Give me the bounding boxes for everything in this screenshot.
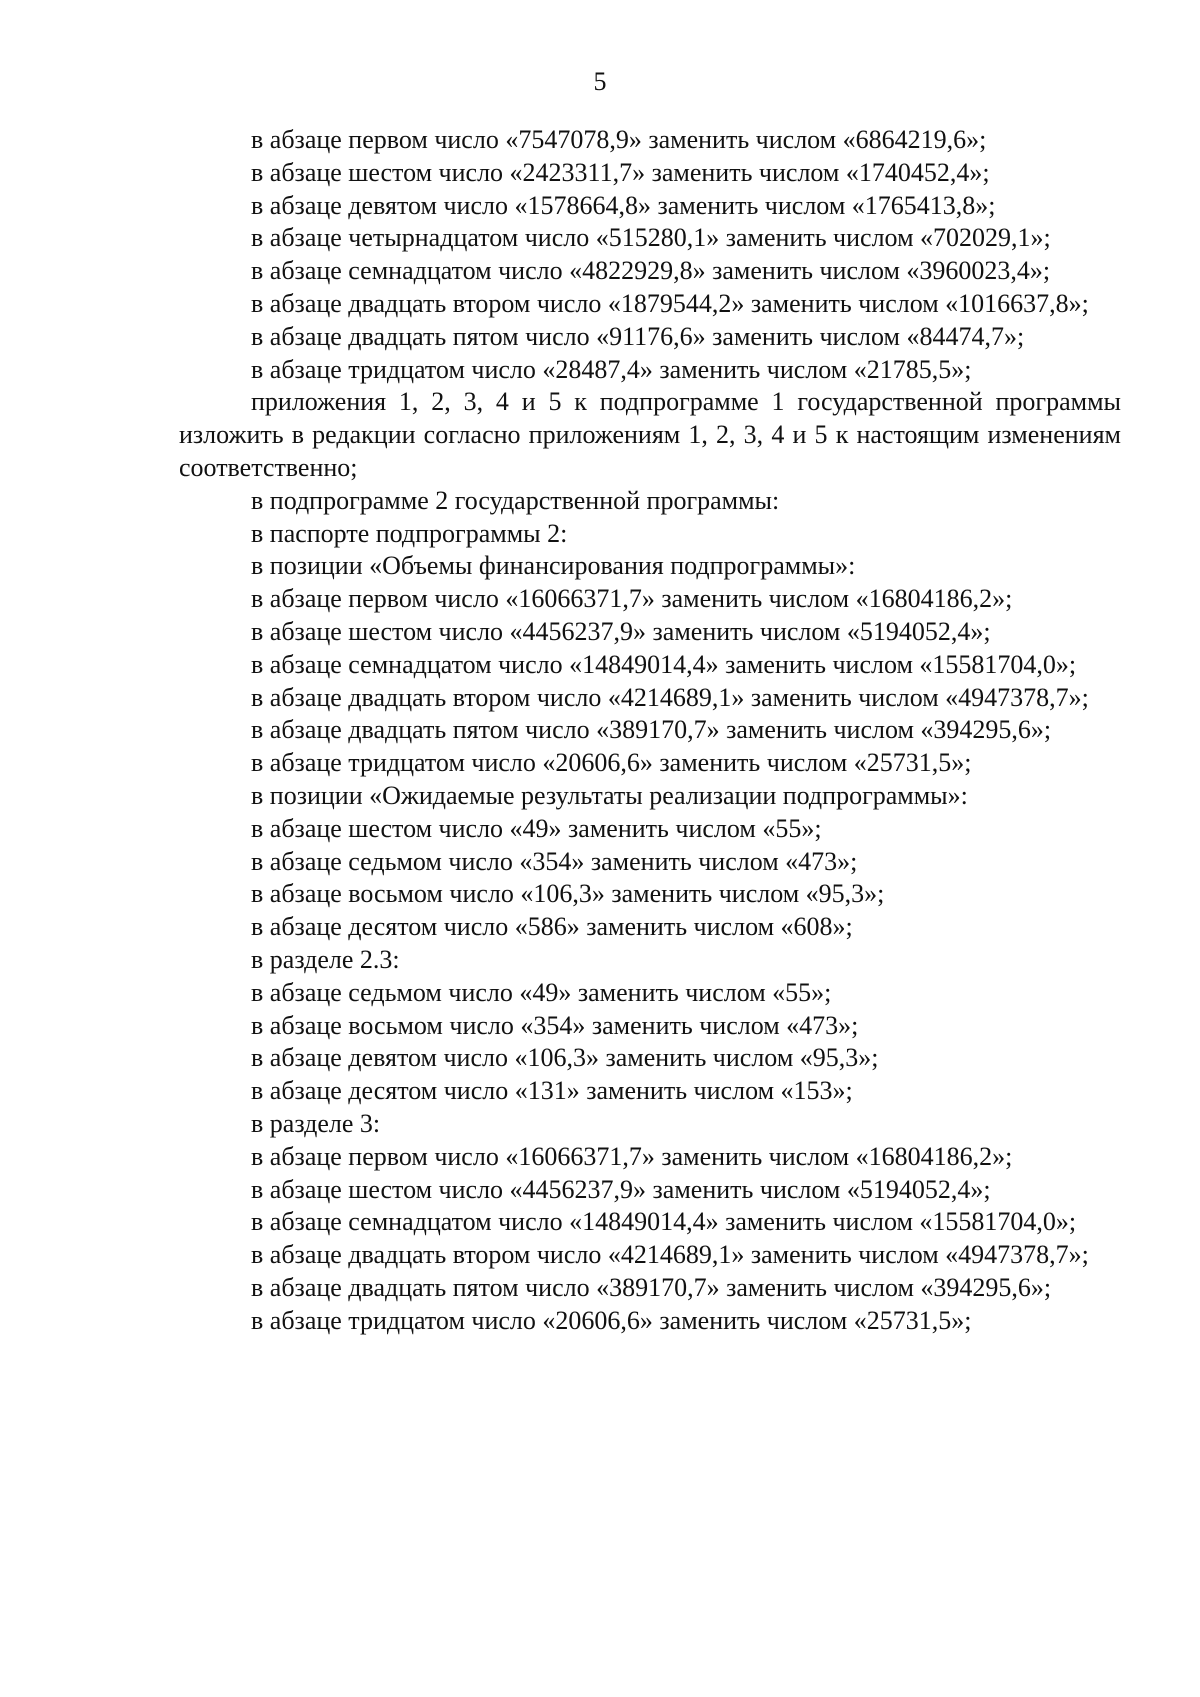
paragraph: в абзаце седьмом число «354» заменить числом «473»; [251,846,858,876]
paragraph: в абзаце шестом число «4456237,9» заменить числом «5194052,4»; [251,616,991,646]
paragraph: в абзаце тридцатом число «20606,6» заменить числом «25731,5»; [251,748,972,778]
paragraph: в позиции «Объемы финансирования подпрограммы»: [251,551,856,581]
paragraph: в абзаце двадцать втором число «1879544,2» заменить числом «1016637,8»; [251,288,1089,318]
paragraph: в абзаце девятом число «1578664,8» заменить числом «1765413,8»; [251,190,996,220]
paragraph: в абзаце десятом число «131» заменить числом «153»; [251,1076,853,1106]
page-number: 5 [593,67,607,96]
paragraph: в абзаце первом число «7547078,9» заменить числом «6864219,6»; [251,125,987,154]
paragraph: в позиции «Ожидаемые результаты реализации подпрограммы»: [251,780,968,810]
paragraph: в абзаце двадцать пятом число «91176,6» заменить числом «84474,7»; [251,321,1025,351]
paragraph: в абзаце двадцать пятом число «389170,7» заменить числом «394295,6»; [251,1272,1052,1302]
paragraph: в абзаце седьмом число «49» заменить числом «55»; [251,977,832,1007]
paragraph: в абзаце тридцатом число «20606,6» заменить числом «25731,5»; [251,1305,972,1335]
paragraph: в разделе 3: [251,1108,381,1138]
paragraph: в абзаце восьмом число «106,3» заменить числом «95,3»; [251,879,885,909]
paragraph: в абзаце двадцать пятом число «389170,7» заменить числом «394295,6»; [251,715,1052,745]
paragraph: приложения 1, 2, 3, 4 и 5 к подпрограмме 1 государственной программы изложить в редакции согласно приложениям 1, 2, 3, 4 и 5 к настоящим изменениям соответственно; [179,387,1121,482]
paragraph: в абзаце семнадцатом число «14849014,4» заменить числом «15581704,0»; [251,649,1077,679]
paragraph: в абзаце двадцать втором число «4214689,1» заменить числом «4947378,7»; [251,1240,1089,1270]
paragraph: в абзаце восьмом число «354» заменить числом «473»; [251,1010,859,1040]
paragraph: в абзаце десятом число «586» заменить числом «608»; [251,912,853,942]
paragraph: в абзаце семнадцатом число «14849014,4» заменить числом «15581704,0»; [251,1207,1077,1237]
paragraph: в абзаце двадцать втором число «4214689,1» заменить числом «4947378,7»; [251,682,1089,712]
paragraph: в абзаце первом число «16066371,7» заменить числом «16804186,2»; [251,1141,1013,1171]
paragraph: в абзаце тридцатом число «28487,4» заменить числом «21785,5»; [251,354,972,384]
document-body [179,124,1121,1337]
paragraph: в абзаце четырнадцатом число «515280,1» заменить числом «702029,1»; [251,223,1051,253]
paragraph: в абзаце первом число «16066371,7» заменить числом «16804186,2»; [251,584,1013,614]
paragraph: в абзаце шестом число «2423311,7» заменить числом «1740452,4»; [251,157,990,187]
paragraph: в подпрограмме 2 государственной программы: [251,485,780,515]
paragraph: в абзаце девятом число «106,3» заменить числом «95,3»; [251,1043,879,1073]
paragraph: в абзаце шестом число «49» заменить числом «55»; [251,813,822,843]
paragraph: в абзаце семнадцатом число «4822929,8» заменить числом «3960023,4»; [251,256,1051,286]
paragraph: в абзаце шестом число «4456237,9» заменить числом «5194052,4»; [251,1174,991,1204]
paragraph: в разделе 2.3: [251,944,400,974]
paragraph: в паспорте подпрограммы 2: [251,518,568,548]
